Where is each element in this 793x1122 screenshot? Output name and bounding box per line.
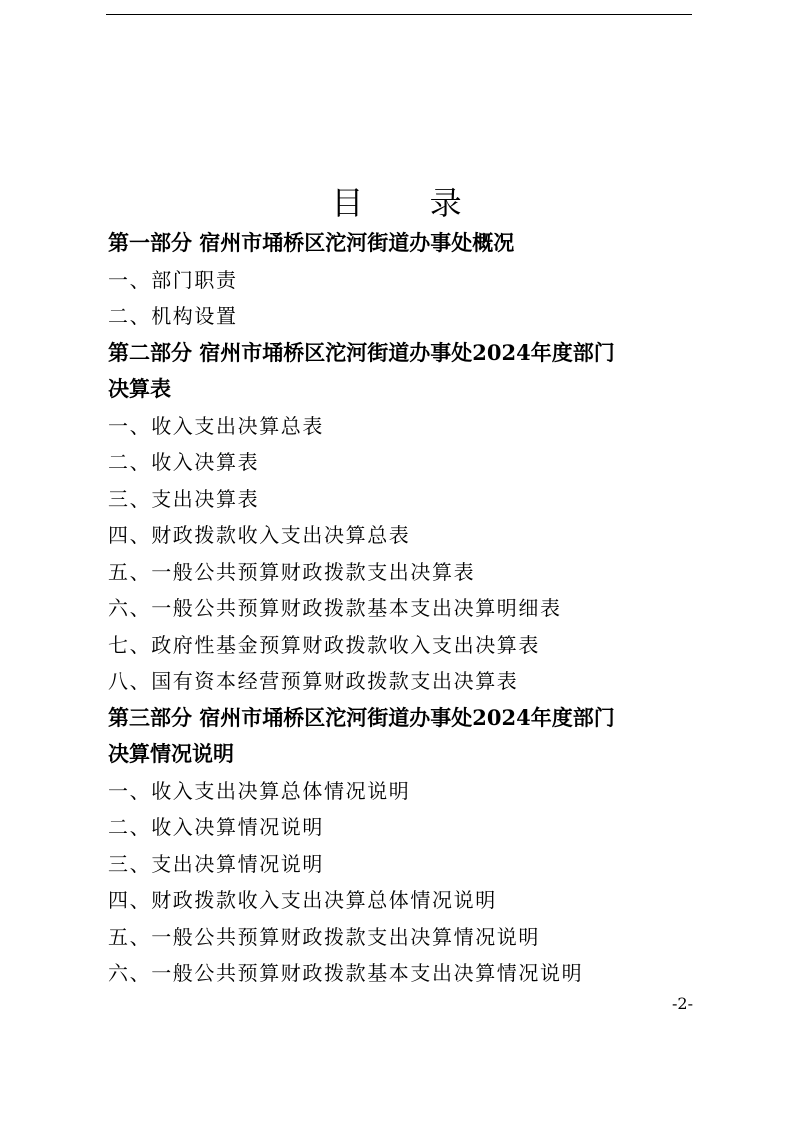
toc-entry: 四、财政拨款收入支出决算总表 (108, 523, 411, 547)
toc-entry: 七、政府性基金预算财政拨款收入支出决算表 (108, 632, 540, 657)
toc-list (108, 225, 698, 992)
toc-part-heading: 第二部分 宿州市埇桥区沱河街道办事处2024年度部门 (108, 339, 615, 365)
header-rule (106, 14, 692, 15)
toc-entry: 六、一般公共预算财政拨款基本支出决算明细表 (108, 596, 562, 620)
toc-entry: 五、一般公共预算财政拨款支出决算情况说明 (108, 924, 540, 949)
page-number: -2- (672, 994, 693, 1013)
toc-title: 目 录 (331, 184, 490, 222)
toc-entry: 一、部门职责 (108, 267, 238, 292)
toc-entry: 三、支出决算情况说明 (108, 851, 324, 876)
toc-entry: 八、国有资本经营预算财政拨款支出决算表 (108, 669, 519, 693)
toc-part-heading-continued: 决算情况说明 (108, 741, 234, 766)
toc-entry: 二、收入决算情况说明 (108, 815, 324, 839)
toc-part-heading-continued: 决算表 (108, 376, 171, 401)
toc-entry: 二、收入决算表 (108, 450, 260, 474)
toc-entry: 一、收入支出决算总体情况说明 (108, 778, 411, 803)
toc-entry: 四、财政拨款收入支出决算总体情况说明 (108, 888, 497, 912)
toc-entry: 三、支出决算表 (108, 486, 260, 511)
toc-entry: 二、机构设置 (108, 304, 238, 328)
toc-entry: 五、一般公共预算财政拨款支出决算表 (108, 559, 476, 584)
toc-part-heading: 第一部分 宿州市埇桥区沱河街道办事处概况 (108, 230, 515, 255)
toc-entry: 六、一般公共预算财政拨款基本支出决算情况说明 (108, 961, 584, 985)
toc-part-heading: 第三部分 宿州市埇桥区沱河街道办事处2024年度部门 (108, 704, 615, 730)
toc-entry: 一、收入支出决算总表 (108, 413, 324, 438)
